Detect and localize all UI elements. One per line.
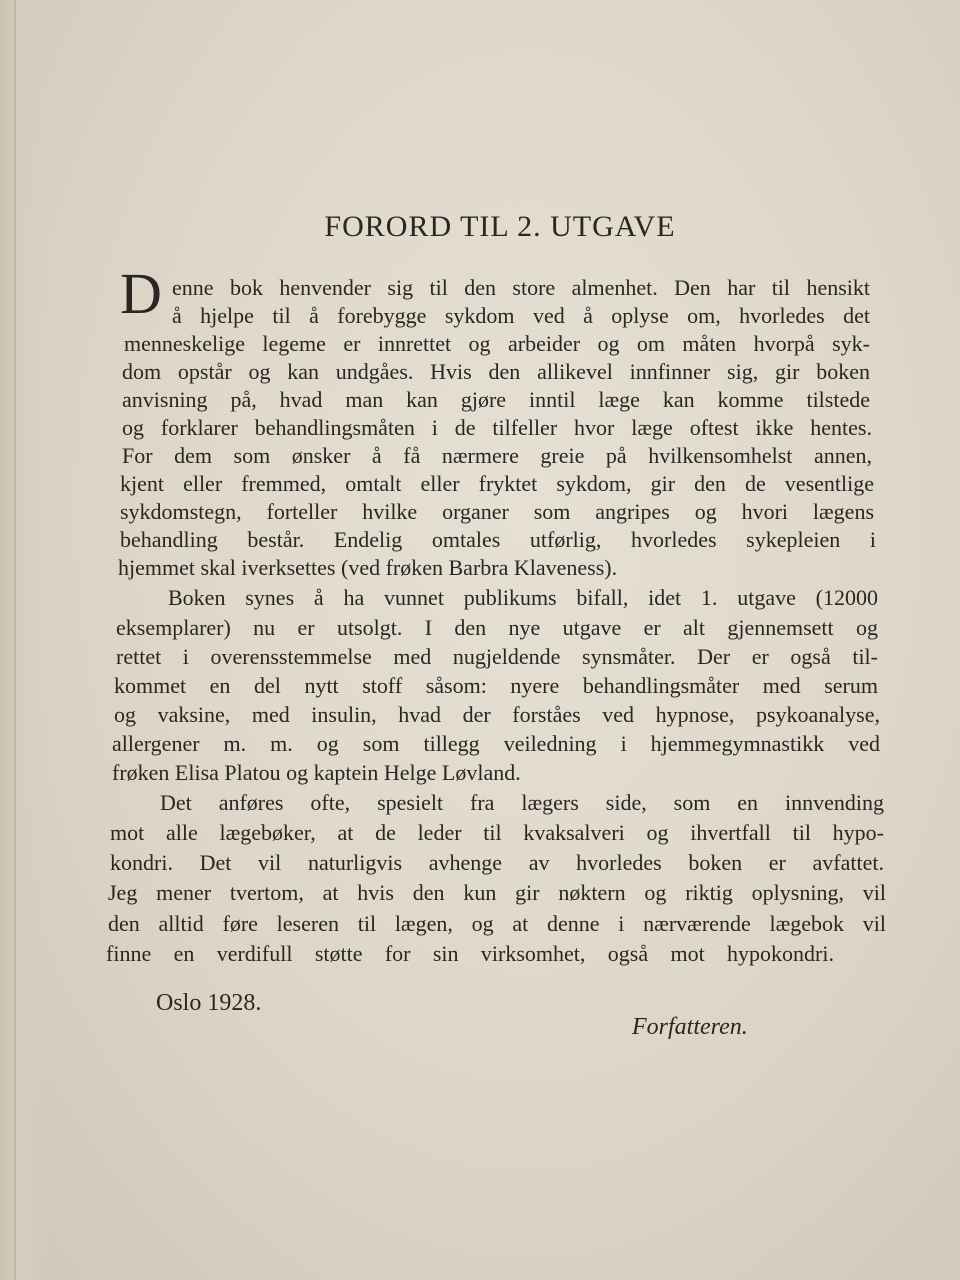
text-line: finne en verdifull støtte for sin virksomhet, også mot hypokondri. [106, 941, 834, 966]
text-line: Jeg mener tvertom, at hvis den kun gir nøktern og riktig oplysning, vil [108, 880, 886, 905]
page-title: FORORD TIL 2. UTGAVE [324, 210, 676, 243]
text-line: anvisning på, hvad man kan gjøre inntil læge kan komme tilstede [122, 387, 870, 412]
text-line: å hjelpe til å forebygge sykdom ved å oplyse om, hvorledes det [172, 303, 870, 328]
drop-cap: D [120, 261, 162, 326]
text-line: mot alle lægebøker, at de leder til kvaksalveri og ihvertfall til hypo- [110, 820, 884, 845]
spine-shadow [0, 0, 48, 1280]
place-date: Oslo 1928. [156, 990, 262, 1016]
text-line: og vaksine, med insulin, hvad der forståes ved hypnose, psykoanalyse, [114, 702, 880, 727]
text-line: hjemmet skal iverksettes (ved frøken Barbra Klaveness). [118, 555, 618, 580]
text-line: Boken synes å ha vunnet publikums bifall, idet 1. utgave (12000 [168, 585, 878, 610]
text-line: eksemplarer) nu er utsolgt. I den nye utgave er alt gjennemsett og [116, 615, 878, 640]
text-line: behandling består. Endelig omtales utførlig, hvorledes sykepleien i [120, 527, 876, 552]
text-line: frøken Elisa Platou og kaptein Helge Løvland. [112, 760, 521, 785]
text-line: kommet en del nytt stoff såsom: nyere behandlingsmåter med serum [114, 673, 878, 698]
text-line: dom opstår og kan undgåes. Hvis den allikevel innfinner sig, gir boken [122, 359, 870, 384]
signature: Forfatteren. [632, 1014, 748, 1040]
text-line: allergener m. m. og som tillegg veiledning i hjemmegymnastikk ved [112, 731, 880, 756]
text-line: enne bok henvender sig til den store almenhet. Den har til hensikt [172, 275, 870, 300]
text-line: For dem som ønsker å få nærmere greie på hvilkensomhelst annen, [122, 443, 872, 468]
text-line: og forklarer behandlingsmåten i de tilfeller hvor læge oftest ikke hentes. [122, 415, 872, 440]
spine-line [14, 0, 16, 1280]
text-line: Det anføres ofte, spesielt fra lægers side, som en innvending [160, 790, 884, 815]
text-line: menneskelige legeme er innrettet og arbeider og om måten hvorpå syk- [124, 331, 870, 356]
text-line: kondri. Det vil naturligvis avhenge av hvorledes boken er avfattet. [110, 850, 884, 875]
text-line: rettet i overensstemmelse med nugjeldende synsmåter. Der er også til- [116, 644, 878, 669]
text-line: den alltid føre leseren til lægen, og at denne i nærværende lægebok vil [108, 911, 886, 936]
text-line: sykdomstegn, forteller hvilke organer som angripes og hvori lægens [120, 499, 874, 524]
text-line: kjent eller fremmed, omtalt eller fryktet sykdom, gir den de vesentlige [120, 471, 874, 496]
